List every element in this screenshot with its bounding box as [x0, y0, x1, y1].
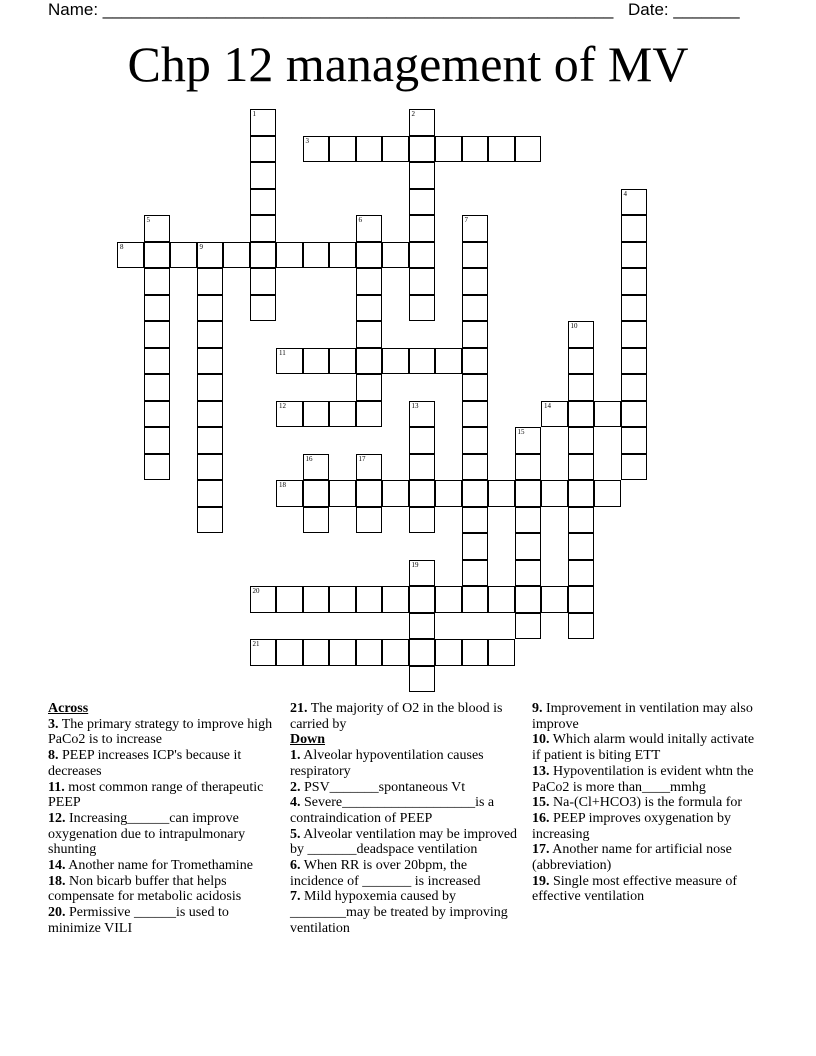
grid-cell: [409, 427, 436, 454]
across-clue: [48, 748, 276, 779]
grid-cell: [144, 321, 171, 348]
grid-cell: [409, 480, 436, 507]
clue-number: 13: [411, 401, 419, 410]
grid-cell: [621, 321, 648, 348]
clue-number: 15: [517, 428, 525, 436]
clue-number: 2.: [290, 779, 301, 795]
grid-cell: [329, 242, 356, 269]
grid-cell: [515, 136, 542, 163]
grid-cell: [515, 480, 542, 507]
clue-number: 14: [544, 401, 551, 410]
grid-cell: [409, 507, 436, 534]
grid-cell: [462, 639, 489, 666]
clue-number: 8.: [48, 748, 59, 764]
grid-cell: [488, 136, 515, 163]
grid-cell: [329, 401, 356, 428]
grid-cell: [303, 454, 330, 481]
grid-cell: [568, 401, 595, 428]
grid-cell: [409, 162, 436, 189]
grid-cell: [250, 215, 277, 242]
grid-cell: [409, 586, 436, 613]
grid-cell: [568, 533, 595, 560]
clue-text: When RR is over 20bpm, the incidence of _______ is increased: [290, 858, 481, 889]
grid-cell: [144, 295, 171, 322]
grid-cell: [621, 242, 648, 269]
grid-cell: [356, 480, 383, 507]
down-clue: [290, 827, 518, 858]
clue-text: Another name for artificial nose (abbreviation): [532, 842, 732, 874]
grid-cell: [329, 136, 356, 163]
grid-cell: [170, 242, 197, 269]
grid-cell: [621, 348, 648, 375]
grid-cell: [382, 242, 409, 269]
grid-cell: [515, 454, 542, 481]
grid-cell: [568, 560, 595, 587]
down-heading: Down: [290, 732, 326, 748]
clue-text: The primary strategy to improve high PaCo2 is to increase: [48, 716, 273, 748]
clue-number: 9.: [532, 701, 543, 716]
clue-text: Which alarm would initally activate if patient is biting ETT: [532, 732, 755, 764]
grid-cell: [409, 348, 436, 375]
clue-text: Single most effective measure of effective ventilation: [532, 873, 738, 905]
grid-cell: [276, 242, 303, 269]
grid-cell: [276, 586, 303, 613]
clue-number: 19.: [532, 873, 550, 889]
grid-cell: [435, 348, 462, 375]
grid-cell: [303, 242, 330, 269]
grid-cell: [250, 268, 277, 295]
grid-cell: [488, 639, 515, 666]
grid-cell: [568, 507, 595, 534]
grid-cell: [515, 427, 542, 454]
grid-cell: [250, 162, 277, 189]
down-clue: [532, 795, 760, 811]
clue-number: 21.: [290, 701, 308, 716]
grid-cell: [356, 586, 383, 613]
grid-cell: [568, 427, 595, 454]
grid-cell: [356, 215, 383, 242]
grid-cell: [435, 136, 462, 163]
page-title: Chp 12 management of MV: [127, 36, 689, 92]
down-clue: [532, 842, 760, 873]
clue-number: 9: [199, 242, 203, 251]
grid-cell: [303, 401, 330, 428]
grid-cell: [329, 586, 356, 613]
grid-cell: [568, 321, 595, 348]
grid-cell: [488, 586, 515, 613]
grid-cell: [382, 348, 409, 375]
grid-cell: [303, 348, 330, 375]
clue-text: Improvement in ventilation may also improve: [532, 701, 753, 732]
clue-text: Alveolar ventilation may be improved by _______deadspace ventilation: [290, 826, 518, 858]
clue-number: 6: [358, 216, 362, 224]
down-clue: [290, 889, 518, 936]
clue-number: 11: [279, 348, 286, 357]
grid-cell: [197, 480, 224, 507]
grid-cell: [568, 348, 595, 375]
clue-number: 16: [305, 454, 313, 463]
grid-cell: [223, 242, 250, 269]
grid-cell: [541, 586, 568, 613]
grid-cell: [409, 215, 436, 242]
clue-number: 12: [279, 401, 286, 410]
clue-number: 6.: [290, 858, 301, 874]
grid-cell: [144, 374, 171, 401]
grid-cell: [462, 454, 489, 481]
clue-number: 20: [252, 587, 260, 595]
across-clue: [48, 717, 276, 748]
grid-cell: [144, 401, 171, 428]
grid-cell: [197, 507, 224, 534]
grid-cell: [568, 613, 595, 640]
grid-cell: [515, 533, 542, 560]
clue-number: 7.: [290, 889, 301, 905]
across-clue: [48, 858, 276, 874]
grid-cell: [568, 454, 595, 481]
down-clue: [290, 780, 518, 796]
grid-cell: [250, 639, 277, 666]
grid-cell: [382, 586, 409, 613]
grid-cell: [382, 639, 409, 666]
grid-cell: [462, 374, 489, 401]
grid-cell: [250, 586, 277, 613]
clue-number: 10: [570, 322, 578, 330]
clue-number: 1.: [290, 748, 301, 764]
clue-text: Na-(Cl+HCO3) is the formula for: [549, 795, 743, 811]
clue-text: Another name for Tromethamine: [65, 858, 253, 874]
clue-number: 18: [279, 481, 286, 489]
grid-cell: [462, 136, 489, 163]
grid-cell: [197, 268, 224, 295]
grid-cell: [356, 374, 383, 401]
grid-cell: [515, 507, 542, 534]
grid-cell: [382, 480, 409, 507]
clue-number: 3: [305, 136, 309, 145]
grid-cell: [409, 295, 436, 322]
clue-text: Severe___________________is a contraindication of PEEP: [290, 795, 495, 826]
clue-text: Mild hypoxemia caused by ________may be treated by improving ventilation: [290, 889, 508, 936]
clue-number: 15.: [532, 795, 550, 811]
grid-cell: [144, 215, 171, 242]
clue-number: 17.: [532, 842, 550, 858]
clue-number: 16.: [532, 810, 550, 826]
grid-cell: [409, 189, 436, 216]
down-clue: [290, 795, 518, 826]
clue-text: PEEP improves oxygenation by increasing: [532, 810, 731, 842]
down-clue: [532, 764, 760, 795]
grid-cell: [144, 348, 171, 375]
grid-cell: [276, 639, 303, 666]
grid-cell: [462, 507, 489, 534]
down-clue: [290, 858, 518, 889]
grid-cell: [409, 109, 436, 136]
down-clue: [290, 748, 518, 779]
grid-cell: [462, 242, 489, 269]
clue-number: 7: [464, 216, 468, 224]
across-clue: [48, 874, 276, 905]
clue-number: 4.: [290, 795, 301, 811]
grid-cell: [409, 268, 436, 295]
grid-cell: [356, 321, 383, 348]
grid-cell: [276, 401, 303, 428]
grid-cell: [409, 613, 436, 640]
grid-cell: [329, 480, 356, 507]
clue-number: 2: [411, 110, 415, 118]
grid-cell: [329, 348, 356, 375]
grid-cell: [515, 613, 542, 640]
clue-number: 5.: [290, 826, 301, 842]
clue-text: Hypoventilation is evident whtn the PaCo2 is more than____mmhg: [532, 763, 754, 795]
clue-column-1: [48, 701, 276, 937]
grid-cell: [356, 242, 383, 269]
grid-cell: [144, 427, 171, 454]
grid-cell: [250, 189, 277, 216]
grid-cell: [329, 639, 356, 666]
grid-cell: [144, 242, 171, 269]
clue-text: PSV_______spontaneous Vt: [300, 779, 466, 795]
grid-cell: [621, 427, 648, 454]
down-clue: [532, 701, 760, 732]
down-clue: [532, 732, 760, 763]
grid-cell: [276, 480, 303, 507]
clue-number: 11.: [48, 779, 65, 795]
grid-cell: [541, 480, 568, 507]
grid-cell: [621, 374, 648, 401]
date-field-label: Date: _______: [628, 0, 740, 19]
grid-cell: [197, 321, 224, 348]
grid-cell: [621, 401, 648, 428]
grid-cell: [621, 295, 648, 322]
grid-cell: [250, 295, 277, 322]
grid-cell: [303, 480, 330, 507]
clue-number: 1: [252, 110, 256, 118]
grid-cell: [409, 666, 436, 693]
grid-cell: [488, 480, 515, 507]
clue-number: 12.: [48, 810, 66, 826]
grid-cell: [409, 560, 436, 587]
grid-cell: [541, 401, 568, 428]
grid-cell: [144, 454, 171, 481]
across-clue: [48, 905, 276, 936]
grid-cell: [515, 560, 542, 587]
clue-column-3: [532, 701, 760, 905]
grid-cell: [409, 136, 436, 163]
grid-cell: [303, 507, 330, 534]
grid-cell: [197, 401, 224, 428]
clue-number: 4: [623, 189, 627, 198]
grid-cell: [462, 321, 489, 348]
grid-cell: [462, 295, 489, 322]
grid-cell: [303, 639, 330, 666]
grid-cell: [462, 268, 489, 295]
grid-cell: [462, 533, 489, 560]
clue-number: 21: [252, 640, 260, 648]
clue-number: 3.: [48, 716, 59, 732]
grid-cell: [250, 109, 277, 136]
grid-cell: [568, 586, 595, 613]
grid-cell: [568, 480, 595, 507]
grid-cell: [409, 242, 436, 269]
grid-cell: [197, 242, 224, 269]
grid-cell: [621, 268, 648, 295]
clue-number: 18.: [48, 873, 66, 889]
grid-cell: [462, 480, 489, 507]
clue-number: 19: [411, 560, 419, 569]
down-clue: [532, 874, 760, 905]
clue-text: The majority of O2 in the blood is carried by: [290, 701, 503, 732]
grid-cell: [197, 295, 224, 322]
grid-cell: [594, 401, 621, 428]
grid-cell: [435, 480, 462, 507]
clue-text: PEEP increases ICP's because it decreases: [48, 748, 242, 779]
grid-cell: [462, 560, 489, 587]
grid-cell: [621, 215, 648, 242]
clue-number: 17: [358, 454, 366, 463]
grid-cell: [356, 401, 383, 428]
across-clue: [48, 811, 276, 858]
grid-cell: [462, 586, 489, 613]
grid-cell: [382, 136, 409, 163]
clue-number: 8: [120, 242, 124, 251]
clue-number: 14.: [48, 858, 66, 874]
clue-column-2: [290, 701, 518, 937]
grid-cell: [409, 639, 436, 666]
grid-cell: [594, 480, 621, 507]
grid-cell: [435, 639, 462, 666]
grid-cell: [197, 348, 224, 375]
grid-cell: [356, 454, 383, 481]
grid-cell: [197, 454, 224, 481]
grid-cell: [117, 242, 144, 269]
across-clue: [48, 780, 276, 811]
grid-cell: [356, 507, 383, 534]
grid-cell: [197, 427, 224, 454]
clue-number: 13.: [532, 763, 550, 779]
grid-cell: [356, 268, 383, 295]
grid-cell: [303, 586, 330, 613]
grid-cell: [515, 586, 542, 613]
grid-cell: [409, 401, 436, 428]
grid-cell: [356, 348, 383, 375]
grid-cell: [621, 454, 648, 481]
grid-cell: [197, 374, 224, 401]
grid-cell: [356, 639, 383, 666]
clue-text: Permissive ______is used to minimize VILI: [48, 905, 229, 936]
grid-cell: [462, 427, 489, 454]
grid-cell: [356, 136, 383, 163]
clue-text: Alveolar hypoventilation causes respiratory: [290, 748, 484, 779]
clue-text: Increasing______can improve oxygenation due to intrapulmonary shunting: [48, 810, 246, 858]
grid-cell: [250, 242, 277, 269]
grid-cell: [462, 401, 489, 428]
clue-number: 10.: [532, 732, 550, 748]
grid-cell: [621, 189, 648, 216]
grid-cell: [303, 136, 330, 163]
down-clue: [532, 811, 760, 842]
clue-number: 5: [146, 216, 150, 224]
grid-cell: [250, 136, 277, 163]
clue-text: Non bicarb buffer that helps compensate for metabolic acidosis: [48, 873, 242, 905]
grid-cell: [276, 348, 303, 375]
across-clue: [290, 701, 518, 732]
grid-cell: [462, 215, 489, 242]
clue-text: most common range of therapeutic PEEP: [48, 779, 264, 811]
grid-cell: [409, 454, 436, 481]
across-heading: Across: [48, 701, 89, 716]
grid-cell: [356, 295, 383, 322]
grid-cell: [462, 348, 489, 375]
grid-cell: [435, 586, 462, 613]
name-field-label: Name: ______________________________________________________: [48, 0, 614, 19]
grid-cell: [144, 268, 171, 295]
clue-number: 20.: [48, 905, 66, 921]
grid-cell: [568, 374, 595, 401]
